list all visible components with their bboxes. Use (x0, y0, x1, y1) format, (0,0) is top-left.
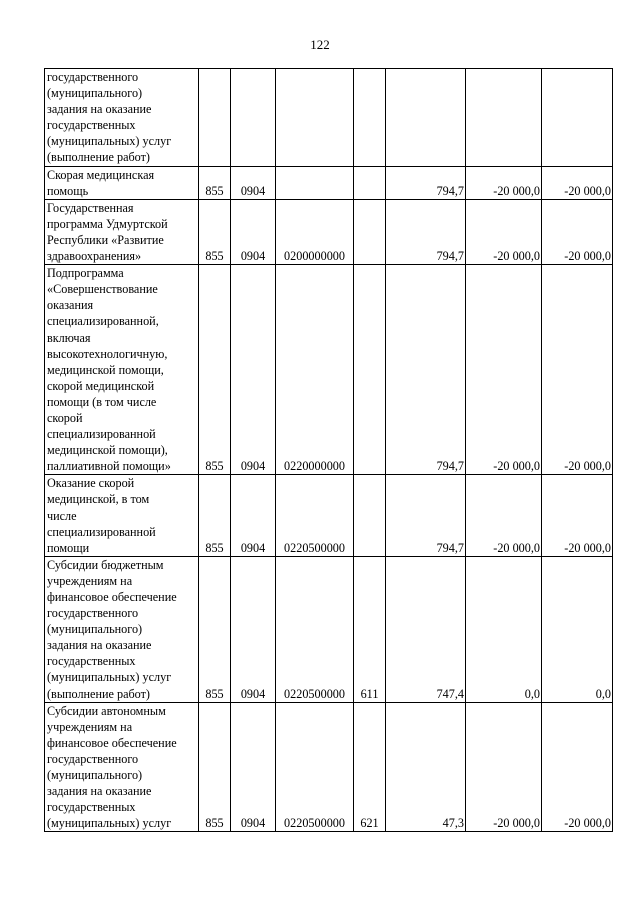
expense-type-cell (354, 265, 386, 475)
amount-cell-3: 0,0 (542, 556, 613, 702)
item-name-line: финансовое обеспечение (47, 735, 177, 750)
admin-code-cell: 855 (199, 166, 231, 199)
amount-cell-2: 0,0 (466, 556, 542, 702)
expense-type-cell: 611 (354, 556, 386, 702)
item-name-line: «Совершенствование (47, 282, 158, 297)
item-name-line: специализированной, (47, 314, 159, 329)
amount-cell-1 (386, 69, 466, 167)
target-code-cell: 0200000000 (276, 199, 354, 264)
item-name-line: задания на оказание (47, 102, 152, 117)
item-name-line: скорой (47, 410, 83, 425)
item-name-line: медицинской, в том (47, 492, 150, 507)
table-row (45, 166, 613, 199)
amount-cell-1: 47,3 (386, 702, 466, 832)
item-name-line: (муниципального) (47, 768, 143, 783)
item-name-line: паллиативной помощи» (47, 459, 171, 474)
table-row (45, 556, 613, 702)
section-code-cell: 0904 (231, 199, 276, 264)
item-name-line: учреждениям на (47, 719, 133, 734)
item-name-cell (45, 475, 199, 556)
item-name-line: специализированной (47, 524, 156, 539)
item-name-line: финансовое обеспечение (47, 590, 177, 604)
item-name-line: (муниципальных) услуг (47, 816, 172, 831)
item-name-line: высокотехнологичную, (47, 346, 168, 361)
item-name-line: (муниципального) (47, 622, 143, 637)
amount-cell-2: -20 000,0 (466, 265, 542, 475)
item-name-line: государственного (47, 70, 139, 84)
item-name-line: скорой медицинской (47, 378, 155, 393)
item-name-line: государственных (47, 800, 136, 815)
amount-cell-1: 794,7 (386, 199, 466, 264)
amount-cell-2: -20 000,0 (466, 199, 542, 264)
item-name-line: специализированной (47, 427, 156, 442)
page-number: 122 (310, 37, 330, 52)
amount-cell-3: -20 000,0 (542, 199, 613, 264)
item-name-line: Государственная (47, 200, 134, 215)
target-code-cell (276, 69, 354, 167)
item-name-line: государственных (47, 118, 136, 133)
item-name-line: учреждениям на (47, 573, 133, 588)
table-row (45, 702, 613, 832)
amount-cell-2 (466, 69, 542, 167)
amount-cell-1: 794,7 (386, 166, 466, 199)
item-name-line: включая (47, 330, 91, 345)
item-name-line: государственного (47, 606, 139, 621)
item-name-cell (45, 265, 199, 475)
admin-code-cell: 855 (199, 265, 231, 475)
item-name-cell (45, 199, 199, 264)
amount-cell-2: -20 000,0 (466, 475, 542, 556)
item-name-line: помощи (в том числе (47, 394, 157, 409)
table-row (45, 199, 613, 264)
item-name-line: Скорая медицинская (47, 167, 155, 182)
amount-cell-1: 794,7 (386, 475, 466, 556)
table-row (45, 475, 613, 556)
item-name-line: числе (47, 508, 77, 523)
section-code-cell: 0904 (231, 265, 276, 475)
budget-table (44, 68, 613, 832)
expense-type-cell: 621 (354, 702, 386, 832)
amount-cell-3: -20 000,0 (542, 166, 613, 199)
item-name-line: помощь (47, 183, 89, 198)
admin-code-cell: 855 (199, 556, 231, 702)
table-row (45, 265, 613, 475)
item-name-line: (муниципального) (47, 86, 143, 101)
amount-cell-2: -20 000,0 (466, 702, 542, 832)
expense-type-cell (354, 475, 386, 556)
item-name-line: Субсидии автономным (47, 703, 166, 718)
target-code-cell: 0220500000 (276, 702, 354, 832)
expense-type-cell (354, 166, 386, 199)
section-code-cell (231, 69, 276, 167)
target-code-cell: 0220000000 (276, 265, 354, 475)
amount-cell-3: -20 000,0 (542, 702, 613, 832)
item-name-cell (45, 69, 199, 167)
item-name-line: Подпрограмма (47, 266, 124, 281)
amount-cell-2: -20 000,0 (466, 166, 542, 199)
section-code-cell: 0904 (231, 556, 276, 702)
item-name-line: задания на оказание (47, 784, 152, 799)
item-name-line: оказания (47, 298, 94, 313)
item-name-line: Субсидии бюджетным (47, 557, 164, 572)
amount-cell-3 (542, 69, 613, 167)
admin-code-cell (199, 69, 231, 167)
target-code-cell (276, 166, 354, 199)
table-row (45, 69, 613, 167)
section-code-cell: 0904 (231, 166, 276, 199)
item-name-line: (выполнение работ) (47, 686, 150, 701)
item-name-line: здравоохранения» (47, 249, 142, 264)
item-name-cell (45, 556, 199, 702)
target-code-cell: 0220500000 (276, 556, 354, 702)
item-name-line: медицинской помощи, (47, 362, 164, 377)
item-name-cell (45, 166, 199, 199)
section-code-cell: 0904 (231, 702, 276, 832)
amount-cell-3: -20 000,0 (542, 265, 613, 475)
item-name-line: программа Удмуртской (47, 216, 168, 231)
item-name-line: (выполнение работ) (47, 150, 150, 165)
expense-type-cell (354, 69, 386, 167)
item-name-line: Республики «Развитие (47, 232, 164, 247)
target-code-cell: 0220500000 (276, 475, 354, 556)
item-name-line: государственных (47, 654, 136, 669)
admin-code-cell: 855 (199, 199, 231, 264)
table-body (45, 69, 613, 832)
admin-code-cell: 855 (199, 702, 231, 832)
item-name-line: помощи (47, 540, 90, 555)
amount-cell-3: -20 000,0 (542, 475, 613, 556)
item-name-line: задания на оказание (47, 638, 152, 653)
item-name-line: Оказание скорой (47, 476, 135, 491)
amount-cell-1: 747,4 (386, 556, 466, 702)
item-name-line: (муниципальных) услуг (47, 134, 172, 149)
item-name-line: государственного (47, 751, 139, 766)
item-name-line: медицинской помощи), (47, 443, 168, 458)
item-name-line: (муниципальных) услуг (47, 670, 172, 685)
admin-code-cell: 855 (199, 475, 231, 556)
section-code-cell: 0904 (231, 475, 276, 556)
amount-cell-1: 794,7 (386, 265, 466, 475)
expense-type-cell (354, 199, 386, 264)
item-name-cell (45, 702, 199, 832)
